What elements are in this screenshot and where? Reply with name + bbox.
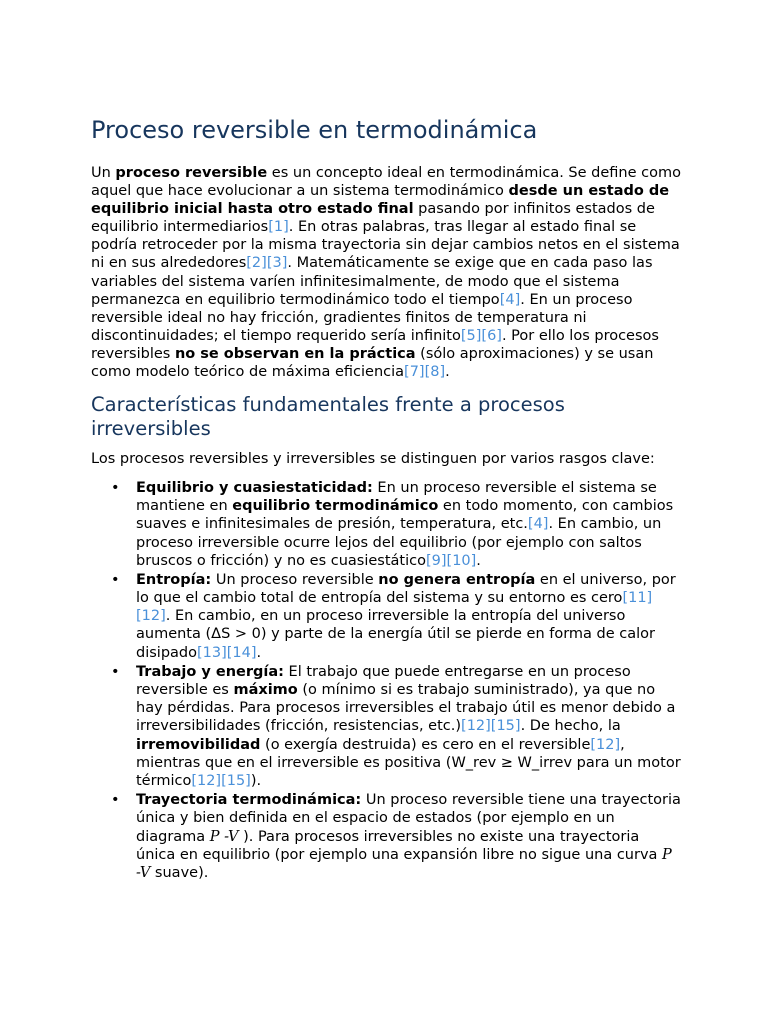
citation-link[interactable]: [1] [268, 219, 289, 236]
citation-link[interactable]: [14] [226, 644, 257, 661]
citation-link[interactable]: [12] [191, 772, 222, 789]
list-item-equilibrio: • Equilibrio y cuasiestaticidad: En un proceso reversible el sistema se mantiene en equilibrio termodinámico en todo momento, con cambios suaves e infinitesimales de presión, temperatura, etc.[4]. En cambio, un proceso irreversible ocurre lejos del equilibrio (por ejemplo con saltos bruscos o fricción) y no es cuasiestático[9][10]. [111, 480, 674, 569]
page-title: Proceso reversible en termodinámica [91, 116, 538, 144]
citation-link[interactable]: [4] [499, 291, 521, 308]
bullet-icon: • [111, 572, 120, 589]
citation-link[interactable]: [10] [446, 552, 477, 569]
citation-link[interactable]: [12] [590, 736, 621, 753]
bullet-icon: • [111, 480, 120, 497]
citation-link[interactable]: [6] [481, 327, 502, 344]
bullet-icon: • [111, 664, 120, 681]
intro-paragraph: Un proceso reversible es un concepto ideal en termodinámica. Se define como aquel que hace evolucionar a un sistema termodinámico desde un estado de equilibrio inicial hasta otro estado final pasando por infinitos estados de equilibrio intermediarios[1]. En otras palabras, tras llegar al estado final se podría retroceder por la misma trayectoria sin dejar cambios netos en el sistema ni en sus alrededores[2][3]. Matemáticamente se exige que en cada paso las variables del sistema varíen infinitesimalmente, de modo que el sistema permanezca en equilibrio termodinámico todo el tiempo[4]. En un proceso reversible ideal no hay fricción, gradientes finitos de temperatura ni discontinuidades; el tiempo requerido sería infinito[5][6]. Por ello los procesos reversibles no se observan en la práctica (sólo aproximaciones) y se usan como modelo teórico de máxima eficiencia[7][8]. [91, 165, 681, 381]
characteristics-list [91, 479, 681, 882]
citation-link[interactable]: [11] [622, 590, 653, 607]
citation-link[interactable]: [15] [490, 718, 521, 735]
citation-link[interactable]: [8] [424, 364, 446, 381]
section-heading: Características fundamentales frente a procesos irreversibles [91, 393, 565, 441]
citation-link[interactable]: [3] [266, 255, 288, 272]
section-lead: Los procesos reversibles y irreversibles se distinguen por varios rasgos clave: [91, 451, 655, 468]
bullet-icon: • [111, 792, 120, 809]
list-item-entropia: • Entropía: Un proceso reversible no genera entropía en el universo, por lo que el cambio total de entropía del sistema y su entorno es cero[11][12]. En cambio, en un proceso irreversible la entropía del universo aumenta (ΔS > 0) y parte de la energía útil se pierde en forma de calor disipado[13][14]. [111, 572, 676, 661]
citation-link[interactable]: [9] [425, 552, 447, 569]
math-pv: P -V [209, 828, 239, 845]
citation-link[interactable]: [13] [196, 644, 227, 661]
citation-link[interactable]: [5] [460, 327, 482, 344]
citation-link[interactable]: [12] [461, 718, 491, 735]
citation-link[interactable]: [7] [404, 364, 425, 381]
math-pv: P -V [136, 846, 672, 881]
citation-link[interactable]: [12] [136, 608, 166, 625]
citation-link[interactable]: [15] [221, 772, 251, 789]
list-item-trabajo: • Trabajo y energía: El trabajo que puede entregarse en un proceso reversible es máximo (o mínimo si es trabajo suministrado), ya que no hay pérdidas. Para procesos irreversibles el trabajo útil es menor debido a irreversibilidades (fricción, resistencias, etc.)[12][15]. De hecho, la irremovibilidad (o exergía destruida) es cero en el reversible[12], mientras que en el irreversible es positiva (W_rev ≥ W_irrev para un motor térmico[12][15]). [111, 664, 681, 789]
list-item-trayectoria: • Trayectoria termodinámica: Un proceso reversible tiene una trayectoria única y bien definida en el espacio de estados (por ejemplo en un diagrama P -V ). Para procesos irreversibles no existe una trayectoria única en equilibrio (por ejemplo una expansión libre no sigue una curva P -V suave). [111, 792, 681, 881]
document-page [91, 112, 681, 883]
citation-link[interactable]: [2] [246, 255, 267, 272]
citation-link[interactable]: [4] [527, 516, 549, 533]
